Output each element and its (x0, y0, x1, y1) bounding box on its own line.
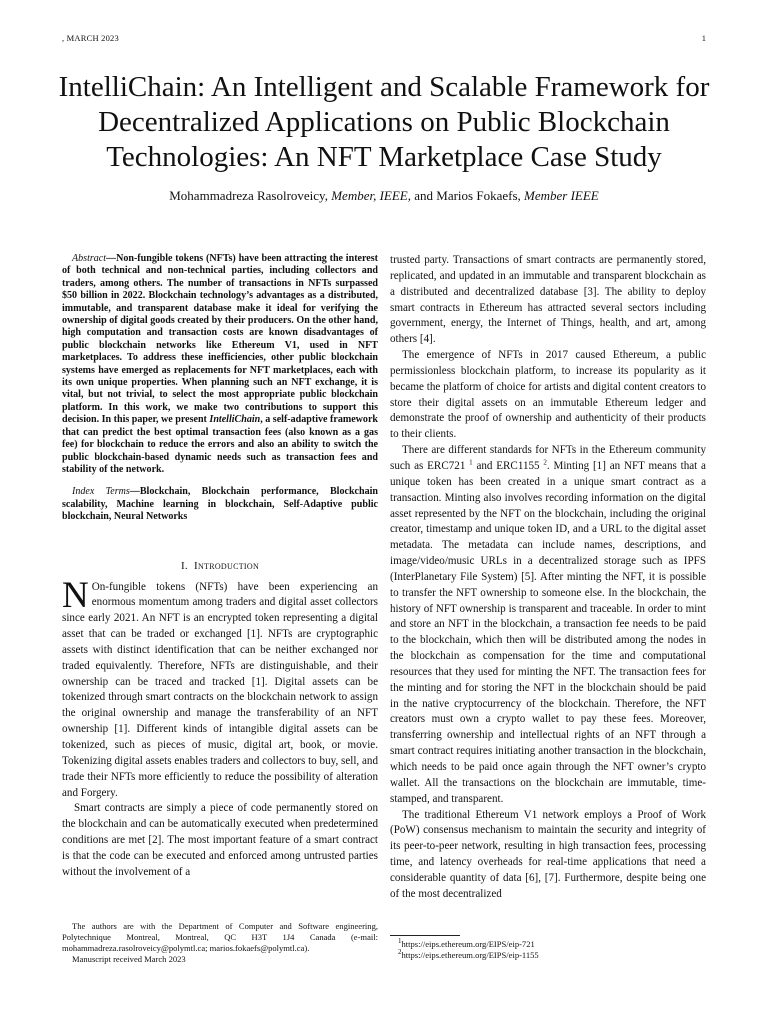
footnotes (398, 939, 714, 961)
footnote-marker[interactable]: 1 (469, 458, 473, 467)
affiliation-text: The authors are with the Department of Computer and Software engineering, Polytechnique Montreal, Montreal, QC H3T 1J4 Canada (e-mail: mohammadreza.rasolroveicy@polymtl.ca; marios.fokaefs@polymtl.ca). (62, 921, 378, 953)
body-paragraph: trusted party. Transactions of smart contracts are permanently stored, replicated, and updated in an immutable and transparent blockchain as a distributed and decentralized database [3]. The ability to deploy smart contracts in Ethereum has attracted several sectors including government, energy, the Internet of Things, health, and art, among others [4]. (390, 254, 706, 346)
index-terms-text: —Blockchain, Blockchain performance, Blockchain scalability, Machine learning in blockchain, Self-Adaptive public blockchain, Neural Networks (62, 486, 378, 523)
footnote-marker[interactable]: 2 (543, 458, 547, 467)
affiliation-footnote (62, 921, 378, 965)
page-number: 1 (701, 33, 706, 43)
left-column (62, 253, 378, 881)
index-terms-label: Index Terms (72, 486, 130, 498)
index-terms (62, 486, 378, 523)
author-line (50, 188, 718, 204)
footnote-rule (390, 935, 460, 936)
right-column (390, 253, 706, 903)
footnote-2 (398, 950, 714, 961)
author-affiliation: Member, IEEE, (331, 188, 411, 203)
abstract-text: —Non-fungible tokens (NFTs) have been attracting the interest of both technical and non-technical parties, including collectors and traders, among others. The number of transactions in NFTs surpassed $50 billion in 2022. Blockchain technology’s advantages as a distributed, immutable, and transparent database make it ideal for verifying the ownership of digital goods created by their producers. On the other hand, high computation and transaction costs are known disadvantages of public blockchain networks like Ethereum V1, used in NFT marketplaces. To address these inefficiencies, other public blockchain systems have emerged as replacements for NFT marketplaces, each with its own unique properties. When planning such an NFT exchange, it is vital, but not trivial, to select the most appropriate public blockchain platform. In this work, we make two contributions to support this decision. In this paper, we present (62, 253, 378, 426)
paragraph-text: . Minting [1] an NFT means that a unique token has been created in a unique smart contract as a transaction. Minting also involves recording information on the digital asset represented by the NFT on the blockchain, including the original creator, timestamp and unique token ID, and a URL to the digital asset metadata. The metadata can include names, descriptions, and image/video/music URLs in a decentralized storage such as IPFS (InterPlanetary File System) [5]. After minting the NFT, it is possible to transfer the NFT ownership to someone else. In the blockchain, the history of NFT ownership is transparent and traceable. In order to mint and store an NFT in the blockchain, a transaction fee needs to be paid to the blockchain, which then will be distributed among the nodes in the blockchain as compensation for the time and computational resources that they used for minting the NFT. The transaction fees for the minting and for storing the NFT in the blockchain should be paid in the native cryptocurrency of the blockchain. Therefore, the NFT creators must own a crypto wallet to pay these fees. Moreover, transferring ownership and intellectual rights of an NFT through a smart contract requires initiating another transaction in the blockchain, which needs to be paid once again through the NFT owner’s crypto wallet. All the transactions on the blockchain are immutable, time-stamped, and transparent. (390, 459, 706, 805)
body-paragraph: The emergence of NFTs in 2017 caused Ethereum, a public permissionless blockchain platform, to increase its popularity as it became the platform of choice for artists and digital content creators to store their digital assets on an immutable Ethereum ledger and demonstrate the proof of ownership and authenticity of their products to their clients. (390, 349, 706, 441)
paragraph-text: There are different standards for NFTs in the Ethereum community such as ERC721 (390, 444, 706, 472)
footnote-link[interactable]: https://eips.ethereum.org/EIPS/eip-721 (401, 939, 535, 949)
footnote-1 (398, 939, 714, 950)
section-number: I. (180, 559, 188, 572)
author-connector: and Marios Fokaefs, (411, 188, 525, 203)
abstract-label: Abstract (72, 253, 107, 264)
body-paragraph (390, 443, 706, 807)
abstract-text: , a self-adaptive framework that can predict the best optimal transaction fees (also known as a gas fee) for blockchain to reduce the errors and also an ability to switch the public blockchain-based dynamic needs such as transaction fees and stability of the network. (62, 414, 378, 475)
manuscript-received: Manuscript received March 2023 (72, 954, 186, 964)
author-affiliation: Member IEEE (524, 188, 599, 203)
body-paragraph: The traditional Ethereum V1 network employs a Proof of Work (PoW) consensus mechanism to maintain the security and integrity of its peer-to-peer network, resulting in high transaction fees, processing time, and latency overheads for real-time applications that need a considerable quantity of data [6], [7]. Furthermore, despite being one of the most decentralized (390, 808, 706, 900)
abstract (62, 253, 378, 476)
footnote-number: 1 (398, 937, 402, 946)
footnote-number: 2 (398, 948, 402, 957)
drop-cap: N (62, 574, 89, 616)
running-header: , MARCH 2023 (62, 33, 119, 43)
paper-title: IntelliChain: An Intelligent and Scalable Framework for Decentralized Applications on Public Blockchain Technologies: An NFT Marketplace Case Study (58, 71, 710, 173)
section-heading (62, 560, 378, 572)
abstract-emphasis: IntelliChain (209, 414, 261, 426)
section-title: Introduction (193, 559, 260, 572)
author-name: Mohammadreza Rasolroveicy, (169, 188, 332, 203)
intro-paragraph (62, 574, 378, 802)
paragraph-text: On-fungible tokens (NFTs) have been experiencing an enormous momentum among traders and digital asset collectors since early 2021. An NFT is an encrypted token representing a digital asset that can be traded or exchanged [1]. NFTs are cryptographic assets with distinct identification that can be neither exchanged nor traded equivalently. Therefore, NFTs are distinguishable, and their ownership can be traced and tracked [1]. Digital assets can be tokenized through smart contracts on the blockchain network to assign the original ownership and manage the transferability of an NFT ownership [1]. Different kinds of intangible digital assets can be tokenized, such as pieces of music, digital art, book, or movie. Tokenizing digital assets enables traders and collectors to buy, sell, and trade their NFTs more efficiently to reduce the possibility of alteration and Forgery. (62, 580, 378, 799)
paragraph-text: and ERC1155 (472, 459, 544, 472)
footnote-link[interactable]: https://eips.ethereum.org/EIPS/eip-1155 (401, 950, 539, 960)
intro-paragraph: Smart contracts are simply a piece of code permanently stored on the blockchain and can be automatically executed when predetermined conditions are met [2]. The most important feature of a smart contract is that the code can be executed and enforced among untrusted parties without the involvement of a (62, 802, 378, 878)
